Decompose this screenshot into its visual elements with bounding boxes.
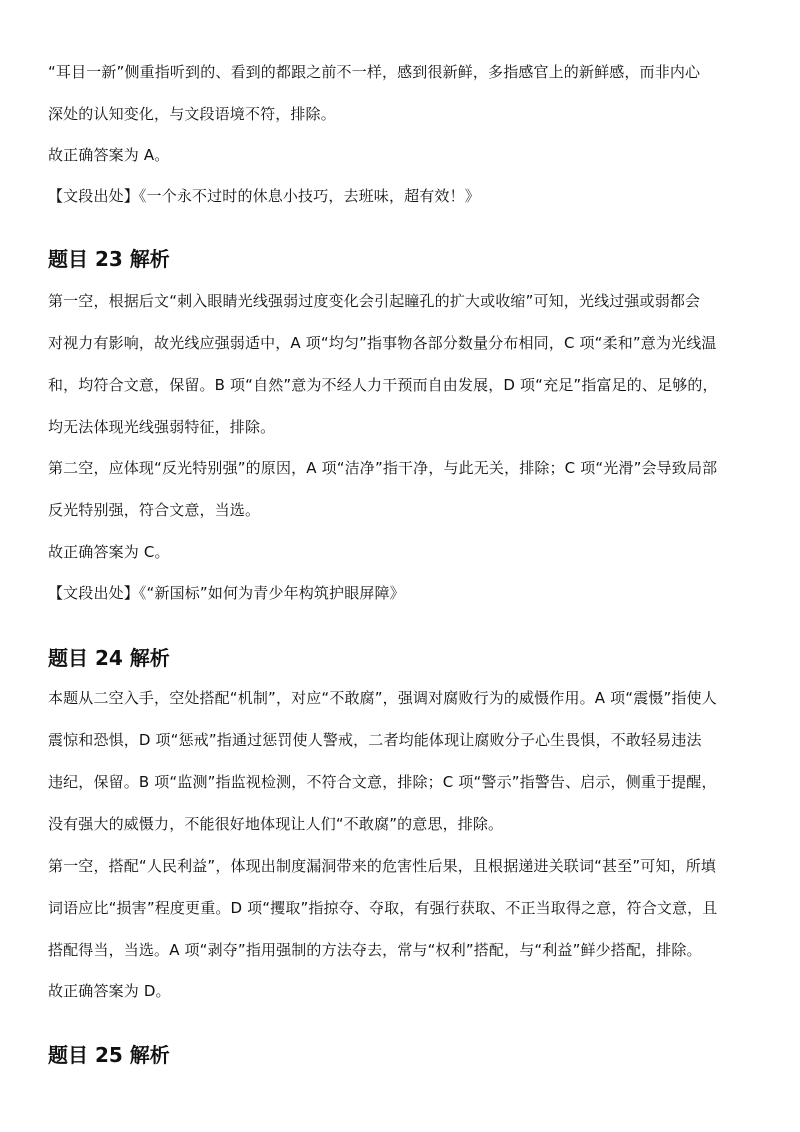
- paragraph-line: 震惊和恐惧，D 项“惩戒”指通过惩罚使人警戒，二者均能体现让腐败分子心生畏惧，不敢轻易违法: [48, 731, 702, 749]
- section-heading-24: 题目 24 解析: [48, 646, 170, 670]
- answer-line: 故正确答案为 D。: [48, 982, 171, 1000]
- paragraph-line: 第一空，根据后文“刺入眼睛光线强弱过度变化会引起瞳孔的扩大或收缩”可知，光线过强或弱都会: [48, 292, 701, 310]
- paragraph-line: 本题从二空入手，空处搭配“机制”，对应“不敢腐”，强调对腐败行为的威慑作用。A 项“震慑”指使人: [48, 689, 717, 707]
- paragraph-line: “耳目一新”侧重指听到的、看到的都跟之前不一样，感到很新鲜，多指感官上的新鲜感，而非内心: [48, 63, 701, 81]
- paragraph-line: 和，均符合文意，保留。B 项“自然”意为不经人力干预而自由发展，D 项“充足”指富足的、足够的，: [48, 376, 718, 394]
- paragraph-line: 对视力有影响，故光线应强弱适中，A 项“均匀”指事物各部分数量分布相同，C 项“柔和”意为光线温: [48, 334, 717, 352]
- answer-line: 故正确答案为 C。: [48, 543, 170, 561]
- paragraph-line: 第一空，搭配“人民利益”，体现出制度漏洞带来的危害性后果，且根据递进关联词“甚至”可知，所填: [48, 857, 716, 875]
- paragraph-line: 没有强大的威慑力，不能很好地体现让人们“不敢腐”的意思，排除。: [48, 815, 504, 833]
- paragraph-line: 第二空，应体现“反光特别强”的原因，A 项“洁净”指干净，与此无关，排除；C 项“光滑”会导致局部: [48, 459, 718, 477]
- section-heading-23: 题目 23 解析: [48, 247, 170, 271]
- paragraph-line: 均无法体现光线强弱特征，排除。: [48, 418, 276, 436]
- paragraph-line: 违纪，保留。B 项“监测”指监视检测，不符合文意，排除；C 项“警示”指警告、启示，侧重于提醒，: [48, 773, 717, 791]
- source-line: 【文段出处】《一个永不过时的休息小技巧，去班味，超有效！》: [48, 187, 480, 205]
- source-line: 【文段出处】《“新国标”如何为青少年构筑护眼屏障》: [48, 584, 405, 602]
- section-heading-25: 题目 25 解析: [48, 1043, 170, 1067]
- paragraph-line: 词语应比“损害”程度更重。D 项“攫取”指掠夺、夺取，有强行获取、不正当取得之意，符合文意，且: [48, 899, 718, 917]
- paragraph-line: 反光特别强，符合文意，当选。: [48, 501, 261, 519]
- answer-line: 故正确答案为 A。: [48, 146, 170, 164]
- paragraph-line: 深处的认知变化，与文段语境不符，排除。: [48, 105, 336, 123]
- paragraph-line: 搭配得当，当选。A 项“剥夺”指用强制的方法夺去，常与“权利”搭配，与“利益”鲜少搭配，排除。: [48, 941, 702, 959]
